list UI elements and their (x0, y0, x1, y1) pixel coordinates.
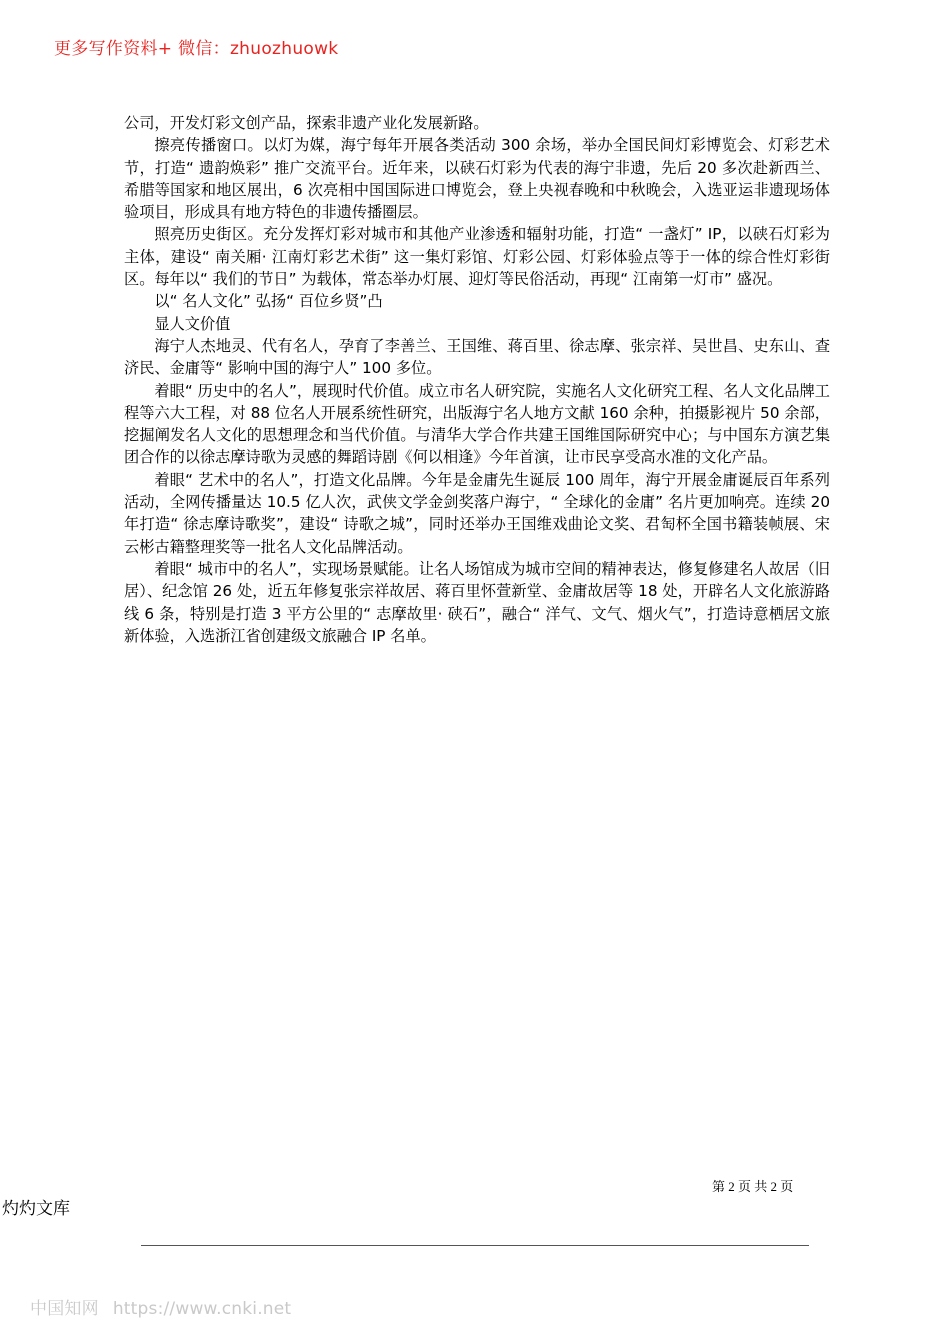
paragraph: 着眼“ 历史中的名人”，展现时代价值。成立市名人研究院，实施名人文化研究工程、名人文化品牌工程等六大工程，对 88 位名人开展系统性研究，出版海宁名人地方文献 160 余种，拍摄影视片 50 余部，挖掘阐发名人文化的思想理念和当代价值。与清华大学合作共建王国维国际研究中心；与中国东方演艺集团合作的以徐志摩诗歌为灵感的舞蹈诗剧《何以相逢》今年首演，让市民享受高水准的文化产品。 (124, 381, 830, 467)
paragraph: 着眼“ 艺术中的名人”，打造文化品牌。今年是金庸先生诞辰 100 周年，海宁开展金庸诞辰百年系列活动，全网传播量达 10.5 亿人次，武侠文学金剑奖落户海宁，“ 全球化的金庸” 名片更加响亮。连续 20 年打造“ 徐志摩诗歌奖”，建设“ 诗歌之城”，同时还举办王国维戏曲论文奖、君匋杯全国书籍装帧展、宋云彬古籍整理奖等一批名人文化品牌活动。 (124, 470, 830, 556)
page-number: 第 2 页 共 2 页 (712, 1179, 794, 1194)
promo-header: 更多写作资料+ 微信：zhuozhuowk (54, 39, 339, 59)
watermark (30, 1294, 291, 1319)
paragraph: 海宁人杰地灵、代有名人，孕育了李善兰、王国维、蒋百里、徐志摩、张宗祥、吴世昌、史东山、查济民、金庸等“ 影响中国的海宁人” 100 多位。 (124, 336, 830, 378)
library-name: 灼灼文库 (2, 1199, 70, 1219)
document-body (124, 112, 830, 647)
paragraph: 擦亮传播窗口。以灯为媒，海宁每年开展各类活动 300 余场，举办全国民间灯彩博览会、灯彩艺术节，打造“ 遗韵焕彩” 推广交流平台。近年来，以硖石灯彩为代表的海宁非遗，先后 20 多次赴新西兰、希腊等国家和地区展出，6 次亮相中国国际进口博览会，登上央视春晚和中秋晚会，入选亚运非遗现场体验项目，形成具有地方特色的非遗传播圈层。 (124, 136, 830, 222)
section-heading-continued: 显人文价值 (154, 314, 231, 333)
footer-divider (141, 1245, 809, 1246)
paragraph: 公司，开发灯彩文创产品，探索非遗产业化发展新路。 (124, 114, 489, 132)
paragraph: 照亮历史街区。充分发挥灯彩对城市和其他产业渗透和辐射功能，打造“ 一盏灯” IP，以硖石灯彩为主体，建设“ 南关厢· 江南灯彩艺术街” 这一集灯彩馆、灯彩公园、灯彩体验点等于一体的综合性灯彩街区。每年以“ 我们的节日” 为载体，常态举办灯展、迎灯等民俗活动，再现“ 江南第一灯市” 盛况。 (124, 225, 830, 289)
paragraph: 着眼“ 城市中的名人”，实现场景赋能。让名人场馆成为城市空间的精神表达，修复修建名人故居（旧居）、纪念馆 26 处，近五年修复张宗祥故居、蒋百里怀萱新堂、金庸故居等 18 处，开辟名人文化旅游路线 6 条，特别是打造 3 平方公里的“ 志摩故里· 硖石”，融合“ 洋气、文气、烟火气”，打造诗意栖居文旅新体验，入选浙江省创建级文旅融合 IP 名单。 (124, 559, 830, 645)
watermark-name: 中国知网 (30, 1299, 99, 1319)
watermark-url: https://www.cnki.net (112, 1299, 292, 1319)
section-heading: 以“ 名人文化” 弘扬“ 百位乡贤”凸 (154, 292, 383, 311)
